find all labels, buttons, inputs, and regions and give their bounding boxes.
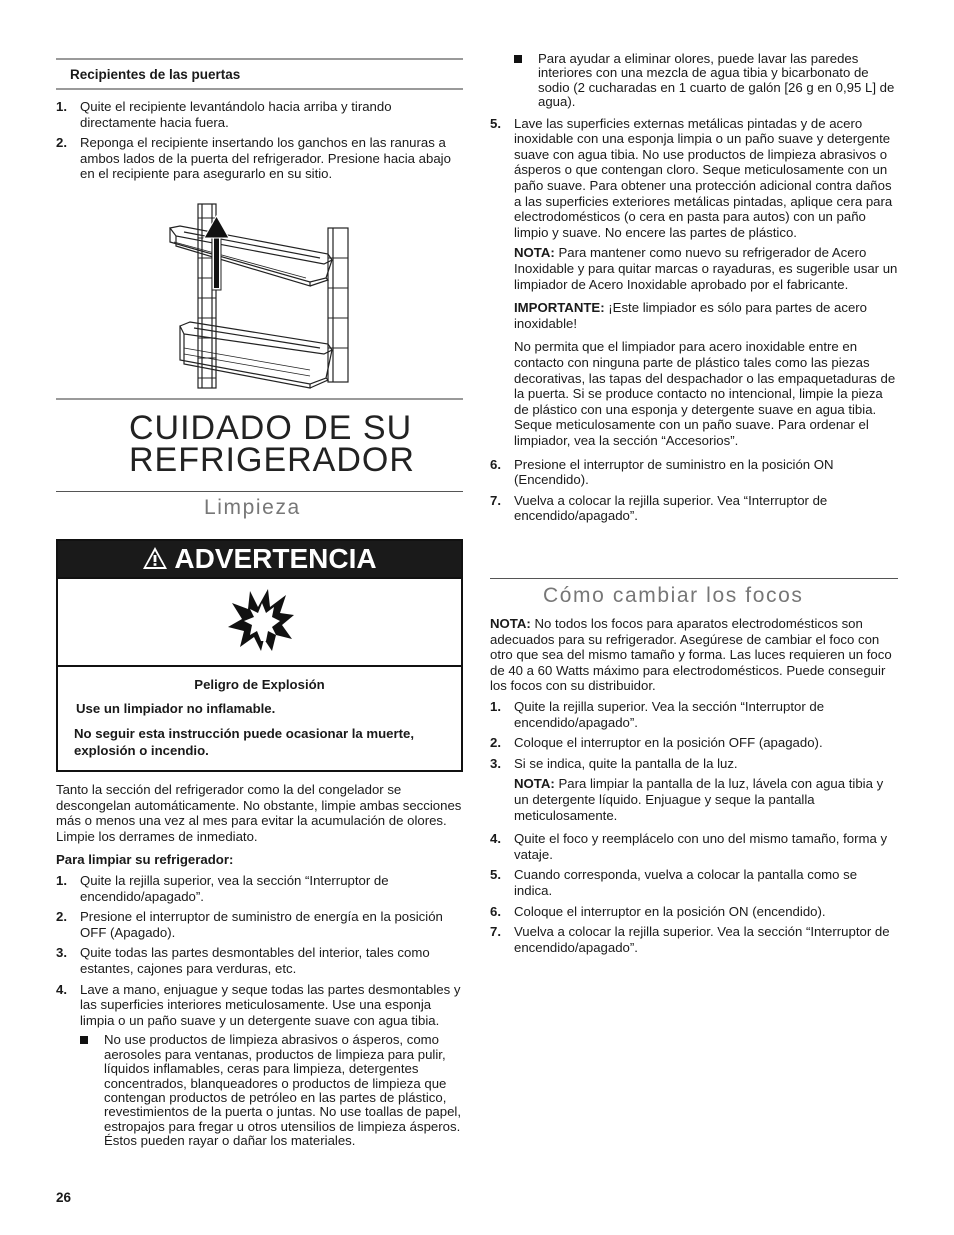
list-item: 5. Cuando corresponda, vuelva a colocar la pantalla como se indica. [490,867,858,898]
warning-box [56,539,463,772]
cleaning-section [56,782,463,1154]
list-item: 1. Quite la rejilla superior. Vea la sección “Interruptor de encendido/apagado”. [490,698,825,730]
list-item: 7. Vuelva a colocar la rejilla superior. Vea la sección “Interruptor de encendido/apagado”. [490,924,890,955]
heading-underline [56,88,463,90]
important-note: IMPORTANTE: ¡Este limpiador es sólo para partes de acero inoxidable! [514,300,868,331]
note-steel: NOTA: Para mantener como nuevo su refrigerador de Acero Inoxidable y para quitar marcas o rayaduras, es sugerible usar un limpiador de Acero Inoxidable aprobado por el fabricante. [514,245,898,292]
warning-line-2: No seguir esta instrucción puede ocasionar la muerte, explosión o incendio. [74,726,415,758]
bulbs-top-rule [490,578,898,579]
list-item: 7. Vuelva a colocar la rejilla superior. Vea “Interruptor de encendido/apagado”. [490,492,828,524]
list-item: 3. Si se indica, quite la pantalla de la luz. [490,755,738,771]
explosion-icon [226,587,296,653]
list-item: 1. Quite el recipiente levantándolo hacia arriba y tirando directamente hacia fuera. [56,99,392,130]
right-column [490,52,898,529]
list-item: 4. Lave a mano, enjuague y seque todas las partes desmontables y las superficies interiores meticulosamente. Use una esponja limpia o un paño suave y un detergente suave con agua tibia. [56,981,461,1028]
section-heading-bulbs: Cómo cambiar los focos [543,584,804,607]
warning-triangle-icon [142,546,168,570]
door-bins-heading: Recipientes de las puertas [70,67,241,82]
door-bins-steps [56,99,463,187]
bulbs-note: NOTA: No todos los focos para aparatos electrodomésticos son adecuados para su refrigerador. Asegúrese de cambiar el foco con otro que sea del mismo tamaño y forma. Las luces requieren un foco de 40 a 60 Watts máximo para electrodomésticos. Puede conseguir los focos con su distribuidor. [490,616,892,694]
list-item: 6. Coloque el interruptor en la posición ON (encendido). [490,903,826,919]
title-bottom-rule [56,491,463,492]
bullet-square-icon [514,55,522,63]
page-number: 26 [56,1190,72,1205]
no-contact-text: No permita que el limpiador para acero inoxidable entre en contacto con ninguna parte de plástico tales como las piezas decorativas, las tapas del despachador o las empaquetaduras de la puerta. Si se produce contacto no intencional, limpie la pieza de plástico con una esponja y detergente suave en agua tibia. Seque meticulosamente con un paño suave. Para ordenar el limpiador, vea la sección “Accesorios”. [514,339,896,448]
bullet-square-icon [80,1036,88,1044]
list-item: 2. Coloque el interruptor en la posición OFF (apagado). [490,735,823,751]
cleaning-intro: Tanto la sección del refrigerador como la del congelador se descongelan automáticamente. No obstante, limpie ambas secciones más o menos una vez al mes para evitar la acumulación de olores. Limpie los derrames de inmediato. [56,782,462,844]
list-item: 4. Quite el foco y reemplácelo con uno del mismo tamaño, forma y vataje. [490,831,888,862]
clean-heading: Para limpiar su refrigerador: [56,852,234,868]
title-top-rule [56,398,463,400]
page-title: CUIDADO DE SU REFRIGERADOR [129,409,415,479]
list-item: 6. Presione el interruptor de suministro en la posición ON (Encendido). [490,456,834,488]
warning-line-1: Use un limpiador no inflamable. [76,701,276,716]
list-item: 1. Quite la rejilla superior, vea la sección “Interruptor de encendido/apagado”. [56,872,389,904]
shade-note: NOTA: Para limpiar la pantalla de la luz, lávela con agua tibia y un detergente líquido. Enjuague y seque la pantalla meticulosamente. [514,776,884,823]
list-item: 2. Presione el interruptor de suministro de energía en la posición OFF (Apagado). [56,909,443,940]
door-bin-illustration [160,198,360,390]
bulbs-section [490,616,898,960]
top-rule [56,58,463,60]
list-item: 2. Reponga el recipiente insertando los ganchos en las ranuras a ambos lados de la puerta del refrigerador. Presione hacia abajo en el recipiente para asegurarlo en su sitio. [56,135,451,182]
bullet-item: No use productos de limpieza abrasivos o ásperos, como aerosoles para ventanas, productos de limpieza para pulir, líquidos inflamables, ceras para limpieza, detergentes concentrados, blanqueadores o productos de limpieza que contengan productos de petróleo en las partes de plástico, revestimientos de la puerta o juntas. No use toallas de papel, estropajos para fregar u otros utensilios de limpieza ásperos. Éstos pueden rayar o dañar los materiales. [80,1033,463,1148]
bullet-item: Para ayudar a eliminar olores, puede lavar las paredes interiores con una mezcla de agua tibia y bicarbonato de sodio (2 cucharadas en 1 cuarto de galón [26 g en 0,95 L] de agua). [490,52,898,110]
section-heading-cleaning: Limpieza [204,496,301,519]
warning-header: ADVERTENCIA [58,541,461,577]
list-item: 5. Lave las superficies externas metálicas pintadas y de acero inoxidable con una esponja limpia o un paño suave y detergente suave con agua tibia. No use productos de limpieza abrasivos o ásperos o que contengan cloro. Seque meticulosamente con un paño suave. Para obtener una protección adicional contra daños a las superficies exteriores metálicas pintadas, aplique cera para electrodomésticos (o cera en pasta para autos) con un paño limpio y suave. No encere las partes de plástico. [490,115,893,240]
hazard-title: Peligro de Explosión [194,677,325,692]
list-item: 3. Quite todas las partes desmontables del interior, tales como estantes, cajones para verduras, etc. [56,945,430,976]
